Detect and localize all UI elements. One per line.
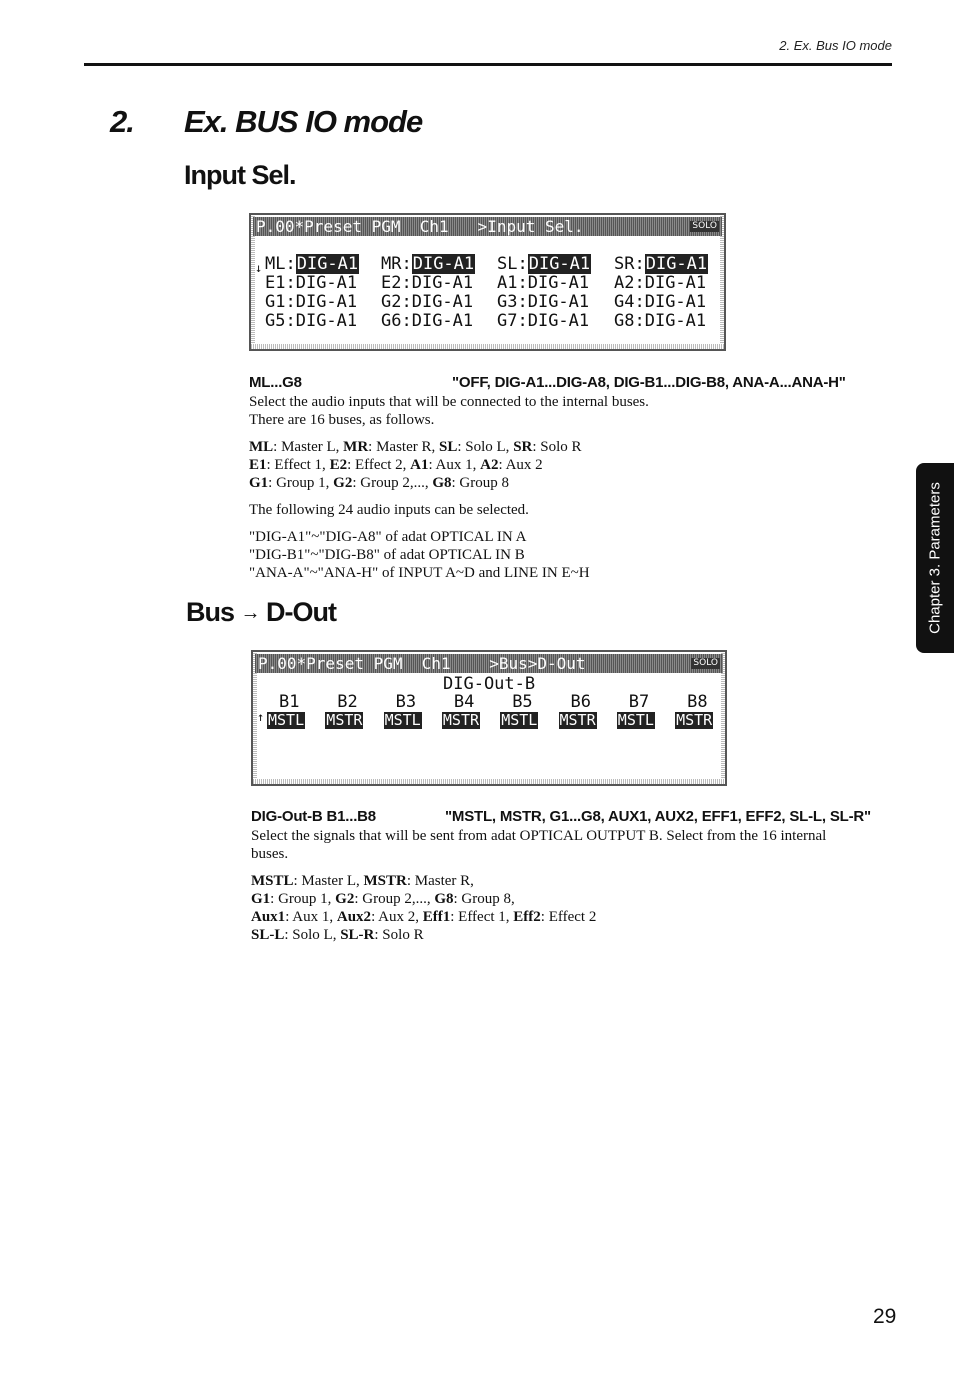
input-cell-value: DIG-A1: [412, 254, 475, 274]
legend-term: Eff1: [422, 909, 451, 925]
input-cell: [381, 274, 473, 293]
bus-label: B6: [570, 692, 591, 712]
input-cell: [497, 274, 589, 293]
legend2-line-1: [251, 872, 474, 890]
input-cell-label: G7:: [497, 311, 528, 331]
input-cell: [614, 312, 706, 331]
input-cell-label: G4:: [614, 292, 645, 312]
param-name-dout: DIG-Out-B B1...B8: [251, 808, 376, 825]
input-cell: [265, 255, 359, 274]
legend-term: Aux2: [336, 909, 372, 925]
legend-desc: : Group 1,: [270, 891, 336, 907]
input-cell-label: MR:: [381, 254, 412, 274]
input-cell-label: G5:: [265, 311, 296, 331]
legend-term: A1: [410, 457, 429, 473]
input-cell-value: DIG-A1: [527, 311, 590, 331]
input-cell: [614, 293, 706, 312]
desc-dout-2: buses.: [251, 846, 289, 862]
input-cell: [497, 293, 589, 312]
param-values-input: "OFF, DIG-A1...DIG-A8, DIG-B1...DIG-B8, ANA-A...ANA-H": [452, 374, 846, 391]
input-cell-value: DIG-A1: [644, 311, 707, 331]
bus-value: MSTL: [268, 711, 305, 729]
solo-badge: SOLO: [692, 221, 717, 231]
legend-desc: : Group 8,: [453, 891, 515, 907]
bus-value: MSTL: [617, 711, 654, 729]
input-list-2: "DIG-B1"~"DIG-B8" of adat OPTICAL IN B: [249, 547, 525, 563]
page-number: 29: [873, 1305, 897, 1328]
legend-desc: : Effect 1,: [266, 457, 330, 473]
bus-value: MSTR: [559, 711, 596, 729]
legend-term: G1: [251, 891, 271, 907]
input-cell-value: DIG-A1: [411, 292, 474, 312]
desc-input-2: There are 16 buses, as follows.: [249, 412, 435, 428]
legend-desc: : Group 1,: [268, 475, 334, 491]
input-cell-value: DIG-A1: [644, 273, 707, 293]
lcd-header-text: P.00*Preset PGM Ch1 >Bus>D-Out: [258, 654, 586, 673]
bus-label: B5: [512, 692, 533, 712]
legend-term: G1: [249, 475, 269, 491]
legend-term: MSTL: [251, 873, 294, 889]
legend-desc: : Aux 1,: [428, 457, 481, 473]
legend2-line-2: [251, 890, 515, 908]
input-cell-label: G3:: [497, 292, 528, 312]
input-cell-label: E2:: [381, 273, 412, 293]
legend-desc: : Group 2,...,: [354, 891, 435, 907]
legend-line-3: [249, 474, 509, 492]
bus-label: B7: [628, 692, 650, 712]
chapter-side-tab: [916, 463, 954, 653]
input-cell-value: DIG-A1: [411, 311, 474, 331]
input-cell-value: DIG-A1: [411, 273, 474, 293]
section-title-dout: D-Out: [266, 597, 337, 627]
input-cell-label: G2:: [381, 292, 412, 312]
input-cell-value: DIG-A1: [296, 254, 359, 274]
legend-term: MSTR: [363, 873, 407, 889]
input-cell: [381, 293, 473, 312]
following-text: The following 24 audio inputs can be selected.: [249, 502, 529, 518]
param-name-input: ML...G8: [249, 374, 302, 391]
cursor-up-icon: ↑: [257, 710, 265, 724]
legend-term: Aux1: [251, 909, 286, 925]
legend-desc: : Solo R: [374, 927, 424, 943]
bus-label: B3: [395, 692, 417, 712]
section-title-input-sel: Input Sel.: [184, 160, 296, 190]
legend-term: G8: [434, 891, 454, 907]
legend-desc: : Aux 2,: [371, 909, 423, 925]
legend-desc: : Aux 1,: [285, 909, 337, 925]
input-cell-label: A1:: [497, 273, 528, 293]
bus-label: B8: [687, 692, 708, 712]
dig-out-title: DIG-Out-B: [443, 674, 536, 694]
bus-label: B4: [453, 692, 475, 712]
bus-value: MSTL: [384, 711, 421, 729]
section-title-bus: Bus: [186, 597, 235, 627]
legend-term: E2: [329, 457, 348, 473]
lcd-input-sel: [249, 213, 726, 351]
bus-label: B2: [337, 692, 358, 712]
bus-value: MSTR: [676, 711, 713, 729]
desc-input-1: Select the audio inputs that will be connected to the internal buses.: [249, 394, 649, 410]
input-cell-value: DIG-A1: [295, 273, 358, 293]
legend-desc: : Master L,: [293, 873, 364, 889]
input-cell: [265, 312, 357, 331]
section-title-bus-dout: [186, 597, 336, 628]
solo-badge: SOLO: [693, 658, 718, 668]
legend-term: G2: [335, 891, 355, 907]
legend-desc: : Effect 2: [540, 909, 597, 925]
legend-term: G2: [333, 475, 353, 491]
bus-value: MSTR: [326, 711, 363, 729]
top-rule: [84, 63, 892, 66]
input-cell-label: SR:: [614, 254, 645, 274]
lcd-header-text: P.00*Preset PGM Ch1 >Input Sel.: [256, 217, 584, 236]
legend-desc: : Effect 2,: [347, 457, 411, 473]
input-cell-label: G6:: [381, 311, 412, 331]
legend-term: SL-R: [340, 927, 375, 943]
input-cell-label: SL:: [497, 254, 528, 274]
lcd-header: [255, 654, 723, 673]
input-cell: [381, 312, 473, 331]
input-cell-value: DIG-A1: [644, 292, 707, 312]
legend-term: SL-L: [251, 927, 285, 943]
chapter-number: 2.: [110, 104, 134, 139]
input-cell-value: DIG-A1: [527, 292, 590, 312]
cursor-down-icon: ↓: [255, 261, 263, 275]
input-list-3: "ANA-A"~"ANA-H" of INPUT A~D and LINE IN E~H: [249, 565, 590, 581]
legend-term: SL: [438, 439, 458, 455]
legend-desc: : Master L,: [273, 439, 344, 455]
input-cell-value: DIG-A1: [295, 311, 358, 331]
legend-term: MR: [343, 439, 369, 455]
legend-desc: : Solo L,: [284, 927, 341, 943]
bus-value: MSTL: [501, 711, 538, 729]
legend-term: A2: [480, 457, 499, 473]
legend2-line-3: [251, 908, 596, 926]
legend-desc: : Effect 1,: [450, 909, 514, 925]
lcd-bus-dout: [251, 650, 727, 786]
legend-term: Eff2: [513, 909, 541, 925]
input-cell: [381, 255, 475, 274]
bus-label: B1: [279, 692, 300, 712]
input-cell: [614, 274, 706, 293]
legend-desc: : Solo L,: [457, 439, 514, 455]
input-cell-value: DIG-A1: [645, 254, 708, 274]
param-values-dout: "MSTL, MSTR, G1...G8, AUX1, AUX2, EFF1, EFF2, SL-L, SL-R": [445, 808, 871, 825]
input-cell: [497, 255, 591, 274]
input-cell-label: A2:: [614, 273, 645, 293]
input-cell-label: G1:: [265, 292, 296, 312]
legend-term: G8: [432, 475, 452, 491]
bus-value: MSTR: [442, 711, 480, 729]
legend-desc: : Group 8: [451, 475, 510, 491]
arrow-icon: →: [240, 602, 260, 624]
input-cell: [614, 255, 708, 274]
legend2-line-4: [251, 926, 424, 944]
legend-desc: : Master R,: [368, 439, 439, 455]
input-cell: [265, 293, 357, 312]
lcd-header: [253, 217, 722, 236]
legend-desc: : Solo R: [532, 439, 582, 455]
input-cell-label: G8:: [614, 311, 645, 331]
input-cell-label: ML:: [265, 254, 296, 274]
side-tab-label: Chapter 3. Parameters: [926, 482, 944, 634]
chapter-title: Ex. BUS IO mode: [184, 104, 423, 139]
input-list-1: "DIG-A1"~"DIG-A8" of adat OPTICAL IN A: [249, 529, 527, 545]
input-cell: [265, 274, 357, 293]
input-cell-value: DIG-A1: [528, 254, 591, 274]
input-cell: [497, 312, 589, 331]
legend-desc: : Master R,: [406, 873, 474, 889]
legend-term: SR: [513, 439, 533, 455]
legend-term: E1: [249, 457, 267, 473]
input-cell-label: E1:: [265, 273, 296, 293]
legend-line-2: [249, 456, 543, 474]
running-head: 2. Ex. Bus IO mode: [779, 38, 892, 53]
desc-dout-1: Select the signals that will be sent from adat OPTICAL OUTPUT B. Select from the 16 internal: [251, 828, 827, 844]
input-cell-value: DIG-A1: [527, 273, 590, 293]
input-cell-value: DIG-A1: [295, 292, 358, 312]
legend-term: ML: [249, 439, 274, 455]
legend-line-1: [249, 438, 582, 456]
legend-desc: : Aux 2: [498, 457, 543, 473]
legend-desc: : Group 2,...,: [352, 475, 433, 491]
